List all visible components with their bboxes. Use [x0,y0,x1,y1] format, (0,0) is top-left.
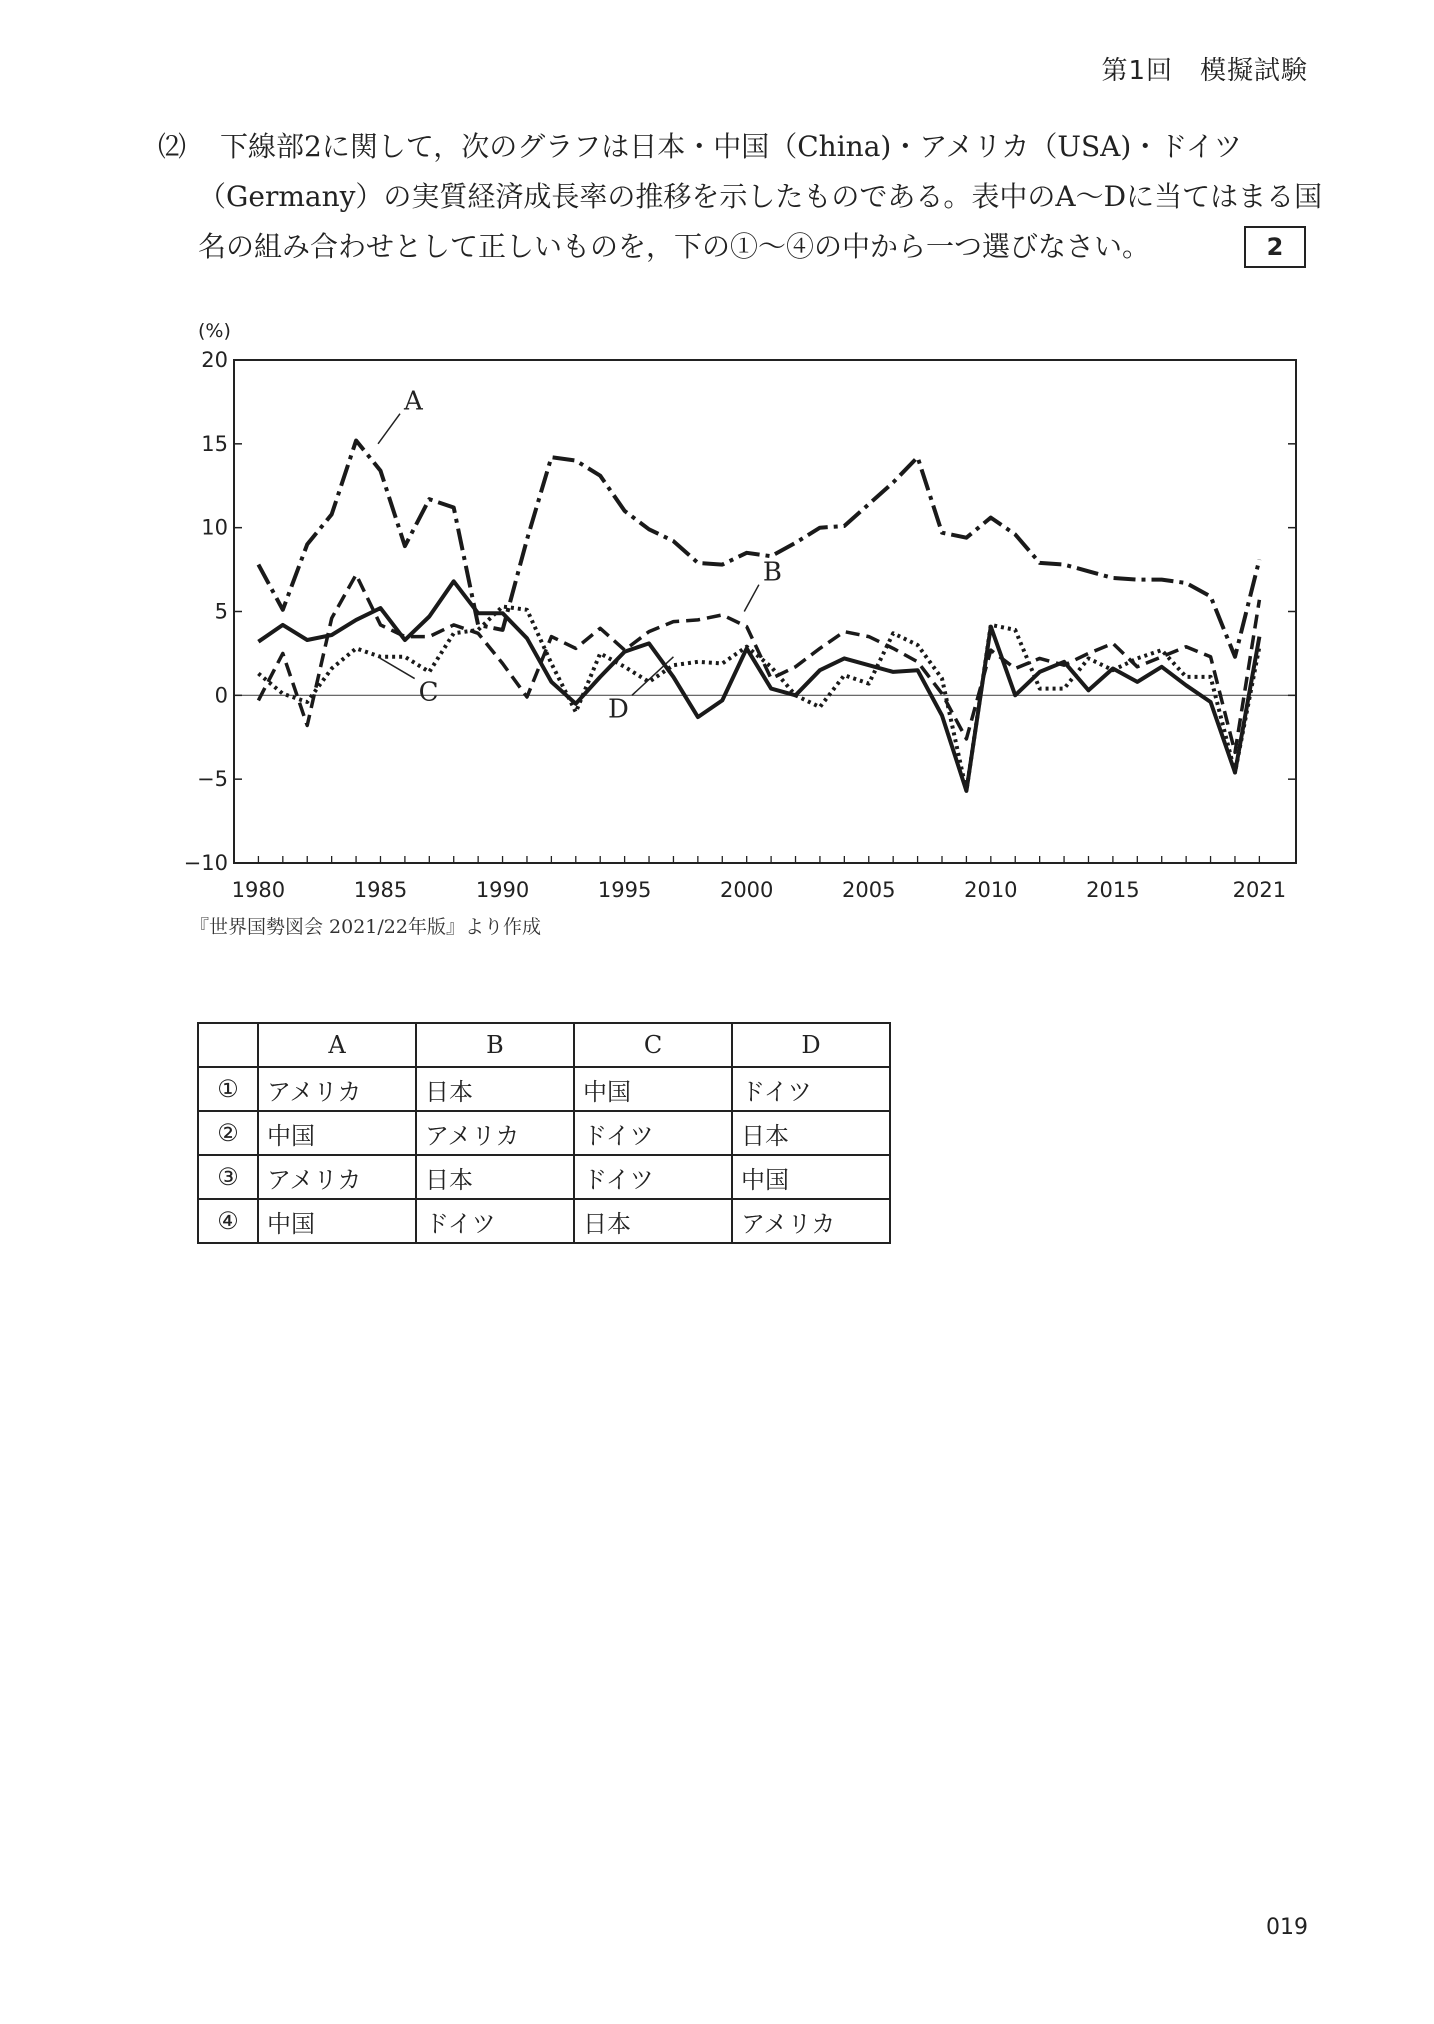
annotation-label-b: B [762,557,783,588]
table-cell: 中国 [258,1111,416,1155]
x-tick-label: 2005 [842,878,896,900]
table-cell: ドイツ [574,1155,732,1199]
table-cell: 日本 [416,1155,574,1199]
table-cell: ドイツ [416,1199,574,1243]
page-header-title: 第1回 模擬試験 [1101,56,1308,86]
x-tick-label: 1980 [231,878,286,900]
x-tick-label: 1990 [475,878,530,900]
table-header-cell: B [416,1023,574,1067]
table-cell: 日本 [416,1067,574,1111]
x-tick-label: 2010 [964,878,1018,900]
table-row[interactable] [198,1111,890,1155]
x-tick-label: 2021 [1232,878,1287,900]
table-cell: 日本 [574,1199,732,1243]
table-cell: 中国 [732,1155,890,1199]
y-tick-label: −5 [197,767,228,792]
annotation-leader [380,658,414,678]
source-note: 『世界国勢図会 2021/22年版』より作成 [190,916,541,938]
table-header-row [198,1023,890,1067]
table-cell: アメリカ [416,1111,574,1155]
y-tick-label: 5 [214,599,228,624]
table-cell: ドイツ [732,1067,890,1111]
table-cell: 中国 [574,1067,732,1111]
annotation-leader [378,414,400,444]
x-tick-label: 2000 [719,878,774,900]
table-header-cell: C [574,1023,732,1067]
y-unit-label: (%) [198,320,231,342]
table-row[interactable] [198,1199,890,1243]
annotation-leader [744,585,759,612]
series-line-a [258,441,1259,657]
question-text-1: 下線部2に関して，次のグラフは日本・中国（China)・アメリカ（USA)・ドイツ [220,130,1242,163]
annotation-label-a: A [404,386,423,417]
table-cell-choice-number: ① [198,1067,258,1111]
y-tick-label: 15 [201,431,228,456]
series-line-b [258,575,1259,753]
annotation-leader [632,657,674,696]
table-cell: アメリカ [732,1199,890,1243]
y-tick-label: −10 [183,851,228,875]
table-header-cell [198,1023,258,1067]
question-text-3: 名の組み合わせとして正しいものを，下の①～④の中から一つ選びなさい。 [198,230,1151,263]
table-cell-choice-number: ③ [198,1155,258,1199]
table-cell: 中国 [258,1199,416,1243]
answer-box[interactable]: 2 [1244,226,1306,268]
table-row[interactable] [198,1067,890,1111]
table-header-cell: A [258,1023,416,1067]
table-header-cell: D [732,1023,890,1067]
table-cell: ドイツ [574,1111,732,1155]
table-cell-choice-number: ② [198,1111,258,1155]
y-tick-label: 20 [201,348,228,372]
table-cell: 日本 [732,1111,890,1155]
answer-choices-table [197,1022,891,1244]
y-tick-label: 10 [201,515,228,540]
annotation-label-c: C [418,677,439,708]
annotation-label-d: D [607,694,629,725]
plot-frame [234,360,1296,863]
table-row[interactable] [198,1155,890,1199]
x-tick-label: 1985 [353,878,408,900]
table-cell-choice-number: ④ [198,1199,258,1243]
question-number: ⑵ [158,130,187,163]
growth-rate-chart [0,0,1434,900]
question-text-2: （Germany）の実質経済成長率の推移を示したものである。表中のA～Dに当てはまる国 [198,180,1323,213]
x-tick-label: 2015 [1086,878,1140,900]
table-cell: アメリカ [258,1155,416,1199]
x-tick-label: 1995 [597,878,652,900]
y-tick-label: 0 [214,683,228,708]
table-cell: アメリカ [258,1067,416,1111]
page-number: 019 [1266,1915,1308,1940]
series-line-d [258,581,1259,791]
